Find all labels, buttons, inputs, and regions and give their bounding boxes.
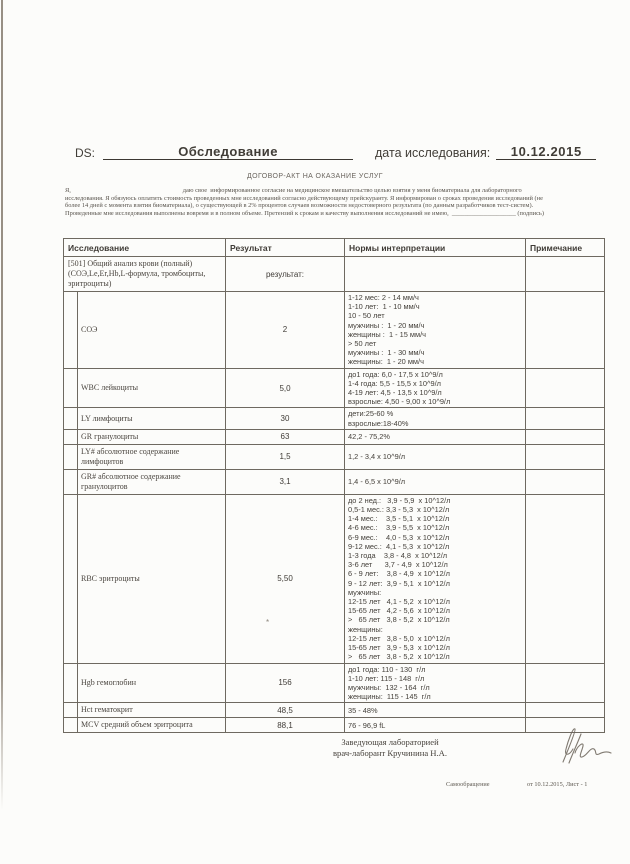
cell-note xyxy=(526,663,605,703)
cell-note xyxy=(526,703,605,718)
column-header-note: Примечание xyxy=(526,239,605,257)
footer-note-row xyxy=(0,781,630,793)
table-row xyxy=(64,494,605,663)
norm-line: 76 - 96,9 fL xyxy=(348,720,386,730)
norm-line: > 50 лет xyxy=(348,339,377,349)
norm-line: до1 года: 6,0 - 17,5 x 10^9/л xyxy=(348,369,443,379)
table-row xyxy=(64,292,605,369)
cell-result-value: 1,5 xyxy=(226,444,345,469)
norm-line: > 65 лет 3,8 - 5,2 x 10^12/л xyxy=(348,615,450,625)
norm-line: 0,5-1 мес.: 3,3 - 5,3 x 10^12/л xyxy=(348,505,450,515)
cell-norms xyxy=(345,292,526,369)
norm-line: > 65 лет 3,8 - 5,2 x 10^12/л xyxy=(348,652,450,662)
cell-norms xyxy=(345,469,526,494)
cell-norms xyxy=(345,368,526,408)
cell-study-name: СОЭ xyxy=(64,292,226,369)
norm-line: 1,4 - 6,5 x 10^9/л xyxy=(348,477,406,487)
norm-line: мужчины: xyxy=(348,587,382,597)
scan-speck-artifact: * xyxy=(266,618,270,627)
signatory-name: врач-лаборант Кручинина Н.А. xyxy=(333,748,447,758)
table-row xyxy=(64,444,605,469)
norm-line: мужчины : 1 - 20 мм/ч xyxy=(348,320,425,330)
date-sheet-label: от 10.12.2015, Лист - 1 xyxy=(527,781,588,788)
cell-norms xyxy=(345,429,526,444)
cell-note xyxy=(526,444,605,469)
table-header-row xyxy=(64,239,605,257)
table-row xyxy=(64,703,605,718)
cell-study-name: Hgb гемоглобин xyxy=(64,663,226,703)
cell-result-value: 3,1 xyxy=(226,469,345,494)
referral-source-label: Самообращение xyxy=(446,781,490,788)
norm-line: женщины: 1 - 20 мм/ч xyxy=(348,357,424,367)
consent-line: Я, даю свое информированное согласие на медицинское вмешательство целью взятия у меня биоматериала для лабораторного xyxy=(65,187,522,194)
study-date-value: 10.12.2015 xyxy=(510,144,582,159)
results-table xyxy=(63,238,605,733)
cell-study-name: WBC лейкоциты xyxy=(64,368,226,408)
ds-header-row xyxy=(75,144,615,160)
cell-note xyxy=(526,429,605,444)
norm-line: 1,2 - 3,4 x 10^9/л xyxy=(348,452,406,462)
norm-line: 4-19 лет: 4,5 - 13,5 x 10^9/л xyxy=(348,388,442,398)
norm-line: 42,2 - 75,2% xyxy=(348,432,390,442)
contract-title: ДОГОВОР-АКТ НА ОКАЗАНИЕ УСЛУГ xyxy=(247,173,383,180)
column-header-study: Исследование xyxy=(64,239,226,257)
norm-line: 3-6 лет 3,7 - 4,9 x 10^12/л xyxy=(348,560,448,570)
consent-line: исследования. Я обязуюсь оплатить стоимость проведенных мне исследований согласно действующему прейскуранту. Я информирован о сроках проведения исследований (не xyxy=(65,194,543,202)
table-row xyxy=(64,469,605,494)
table-row xyxy=(64,663,605,703)
cell-result-value: 63 xyxy=(226,429,345,444)
cell-note xyxy=(526,368,605,408)
cell-result-value: 5,50 xyxy=(226,494,345,663)
signatory-title: Заведующая лабораторией xyxy=(341,737,439,747)
norm-line: 15-65 лет 4,2 - 5,6 x 10^12/л xyxy=(348,606,450,616)
cell-study-name: GR гранулоциты xyxy=(64,429,226,444)
cell-study-name: LY# абсолютное содержание лимфоцитов xyxy=(64,444,226,469)
norm-line: 1-10 лет: 1 - 10 мм/ч xyxy=(348,302,420,312)
norm-line: 9-12 мес.: 4,1 - 5,3 x 10^12/л xyxy=(348,541,450,551)
norm-line: 6-9 мес.: 4,0 - 5,3 x 10^12/л xyxy=(348,532,450,542)
scan-edge-artifact xyxy=(1,0,3,810)
cell-study-name: Hct гематокрит xyxy=(64,703,226,718)
exam-title-underline xyxy=(103,144,353,160)
norm-line: 15-65 лет 3,9 - 5,3 x 10^12/л xyxy=(348,643,450,653)
cell-norms xyxy=(345,703,526,718)
ds-label: DS: xyxy=(75,146,96,160)
cell-note xyxy=(526,494,605,663)
norm-line: 12-15 лет 3,8 - 5,0 x 10^12/л xyxy=(348,633,450,643)
cell-study-name: [501] Общий анализ крови (полный)(СОЭ,Le,Er,Hb,L-формула, тромбоциты, эритроциты) xyxy=(64,257,226,292)
table-row xyxy=(64,718,605,733)
signatory-block xyxy=(255,737,525,759)
cell-note xyxy=(526,257,605,292)
cell-study-name: RBC эритроциты xyxy=(64,494,226,663)
norm-line: женщины : 1 - 15 мм/ч xyxy=(348,329,426,339)
cell-result-value: 48,5 xyxy=(226,703,345,718)
cell-study-name: MCV средний объем эритроцита xyxy=(64,718,226,733)
cell-norms xyxy=(345,444,526,469)
consent-line: Проведенные мне исследования выполнены вовремя и в полном объеме. Претензий к срокам и качеству выполнения исследований не имею, ____________________ (подпись) xyxy=(65,210,544,218)
norm-line: 1-4 мес.: 3,5 - 5,1 x 10^12/л xyxy=(348,514,450,524)
table-row xyxy=(64,368,605,408)
cell-norms xyxy=(345,408,526,429)
column-header-norms: Нормы интерпретации xyxy=(345,239,526,257)
norm-line: до1 года: 110 - 130 г/л xyxy=(348,664,426,674)
norm-line: 1-12 мес: 2 - 14 мм/ч xyxy=(348,293,419,302)
cell-result-value: 88,1 xyxy=(226,718,345,733)
norm-line: 35 - 48% xyxy=(348,705,378,715)
norm-line: женщины: 115 - 145 г/л xyxy=(348,692,431,702)
cell-result-value: 30 xyxy=(226,408,345,429)
cell-result-value: 2 xyxy=(226,292,345,369)
cell-result-value: 156 xyxy=(226,663,345,703)
norm-line: 9 - 12 лет: 3,9 - 5,1 x 10^12/л xyxy=(348,578,450,588)
consent-paragraph xyxy=(65,187,600,218)
cell-norms xyxy=(345,257,526,292)
table-row xyxy=(64,408,605,429)
norm-line: 12-15 лет 4,1 - 5,2 x 10^12/л xyxy=(348,597,450,607)
norm-line: 4-6 мес.: 3,9 - 5,5 x 10^12/л xyxy=(348,523,450,533)
cell-note xyxy=(526,408,605,429)
norm-line: до 2 нед.: 3,9 - 5,9 x 10^12/л xyxy=(348,495,451,505)
norm-line: 1-10 лет: 115 - 148 г/л xyxy=(348,673,425,683)
table-row xyxy=(64,429,605,444)
cell-result-value: 5,0 xyxy=(226,368,345,408)
cell-result-value: результат: xyxy=(226,257,345,292)
norm-line: 1-3 года 3,8 - 4,8 x 10^12/л xyxy=(348,551,448,561)
table-row xyxy=(64,257,605,292)
cell-norms xyxy=(345,718,526,733)
handwritten-signature-scribble xyxy=(548,722,622,772)
study-date-label: дата исследования: xyxy=(375,146,491,160)
norm-line: 10 - 50 лет xyxy=(348,311,385,321)
exam-title: Обследование xyxy=(178,144,278,159)
cell-study-name: LY лимфоциты xyxy=(64,408,226,429)
norm-line: 1-4 года: 5,5 - 15,5 x 10^9/л xyxy=(348,378,441,388)
cell-norms xyxy=(345,494,526,663)
study-date-underline xyxy=(496,144,596,160)
cell-norms xyxy=(345,663,526,703)
cell-note xyxy=(526,292,605,369)
cell-study-name: GR# абсолютное содержание гранулоцитов xyxy=(64,469,226,494)
norm-line: дети:25-60 % xyxy=(348,409,394,419)
norm-line: мужчины : 1 - 30 мм/ч xyxy=(348,348,425,358)
norm-line: мужчины: 132 - 164 г/л xyxy=(348,682,430,692)
norm-line: взрослые:18-40% xyxy=(348,418,409,428)
consent-line: более 14 дней с момента взятия биоматериала), о существующей в 2% процентов случаев возможности недостоверного результата (по данным разработчиков тест-систем). xyxy=(65,202,534,210)
norm-line: взрослые: 4,50 - 9,00 x 10^9/л xyxy=(348,397,451,407)
cell-note xyxy=(526,469,605,494)
column-header-result: Результат xyxy=(226,239,345,257)
norm-line: женщины: xyxy=(348,624,383,634)
norm-line: 6 - 9 лет: 3,8 - 4,9 x 10^12/л xyxy=(348,569,450,579)
